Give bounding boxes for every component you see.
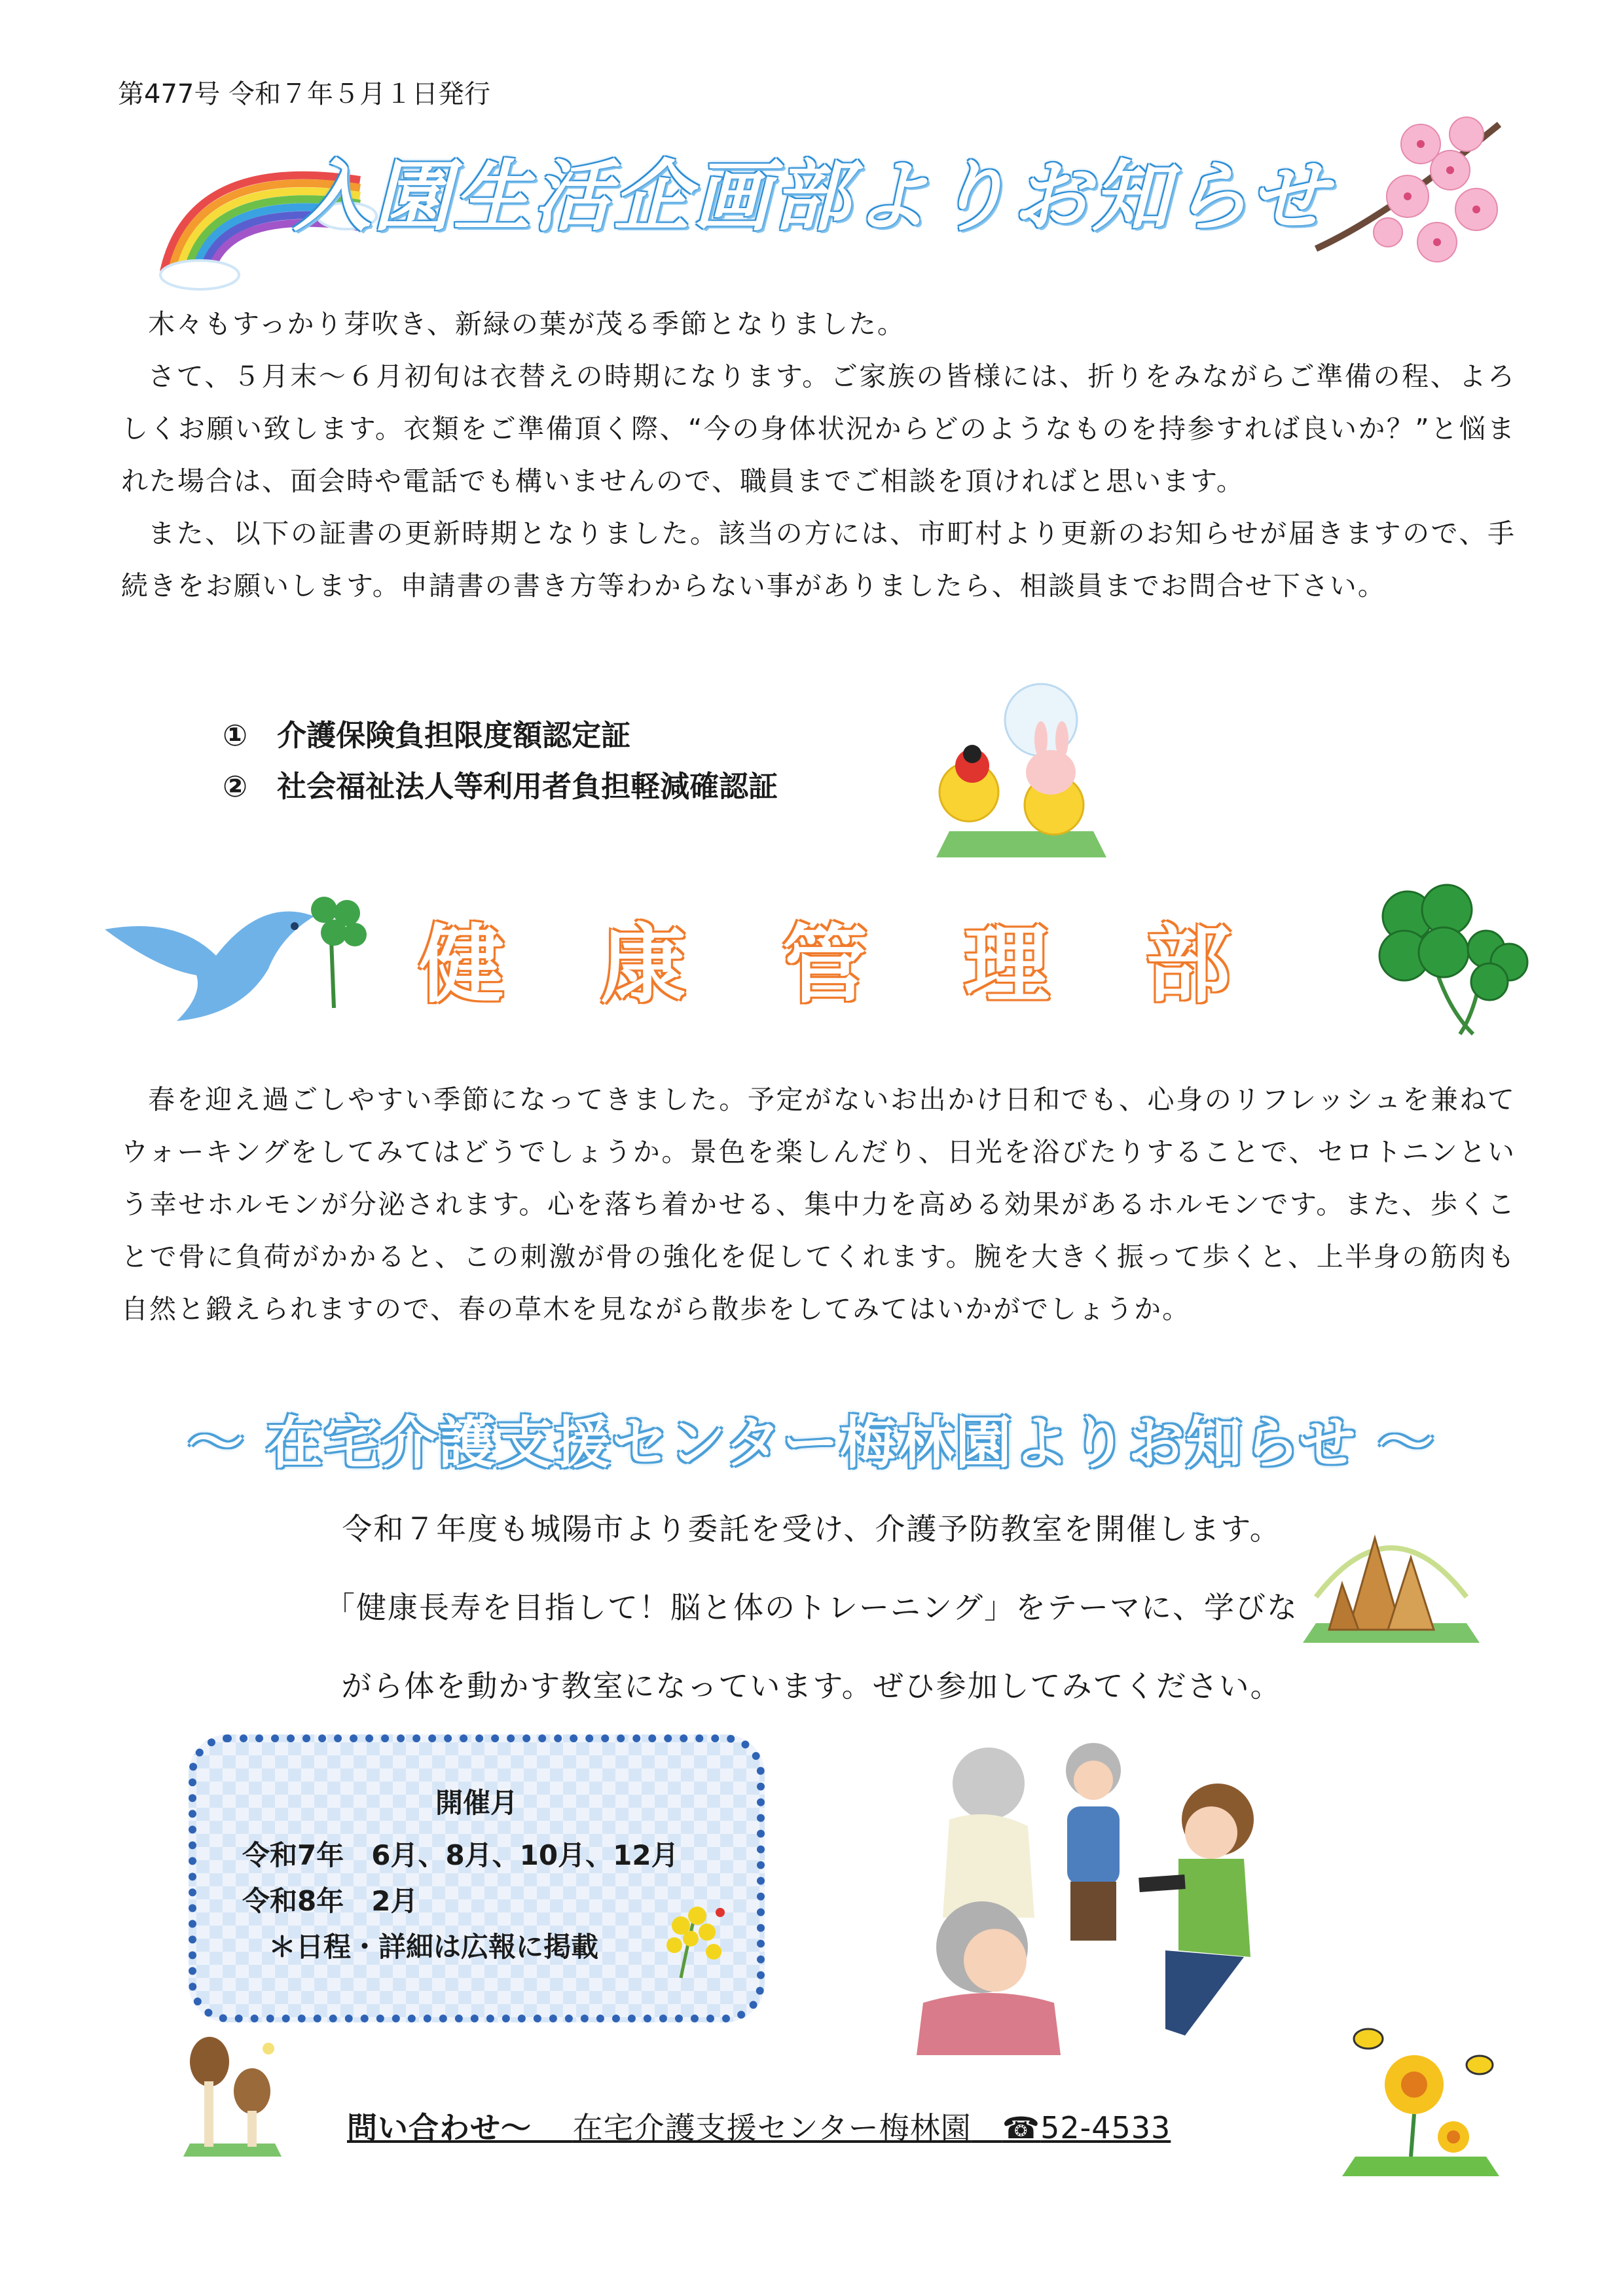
- notice-line: 令和７年度も城陽市より委託を受け、介護予防教室を開催します。: [342, 1511, 1281, 1547]
- schedule-line: 令和7年 6月、8月、10月、12月: [242, 1839, 679, 1871]
- schedule-box: [189, 1734, 765, 2022]
- title-char: 管: [782, 915, 867, 1014]
- paragraph: さて、５月末～６月初旬は衣替えの時期になります。ご家族の皆様には、折りをみながらご準備の程、よろしくお願い致します。衣類をご準備頂く際、“今の身体状況からどのようなものを持参すれば良いか？”と悩まれた場合は、面会時や電話でも構いませんので、職員までご相談を頂ければと思います。: [121, 361, 1516, 497]
- schedule-heading: 開催月: [435, 1787, 518, 1819]
- exercise-class-illustration: [903, 1728, 1270, 2055]
- telephone-icon: ☎: [1002, 2110, 1041, 2145]
- schedule-note: ＊日程・詳細は広報に掲載: [268, 1931, 599, 1963]
- notice-line: がら体を動かす教室になっています。ぜひ参加してみてください。: [341, 1668, 1282, 1704]
- issue-info: 第477号 令和７年５月１日発行: [118, 79, 491, 109]
- title-char: 部: [1145, 915, 1231, 1014]
- paragraph: 春を迎え過ごしやすい季節になってきました。予定がないお出かけ日和でも、心身のリフレッシュを兼ねてウォーキングをしてみてはどうでしょうか。景色を楽しんだり、日光を浴びたりすることで、セロトニンという幸せホルモンが分泌されます。心を落ち着かせる、集中力を高める効果があるホルモンです。また、歩くことで骨に負荷がかかると、この刺激が骨の強化を促してくれます。腕を大きく振って歩くと、上半身の筋肉も自然と鍛えられますので、春の草木を見ながら散歩をしてみてはいかがでしょうか。: [121, 1084, 1516, 1325]
- ladybug-rabbit-illustration: [910, 681, 1120, 864]
- certificate-item: ② 社会福祉法人等利用者負担軽減確認証: [223, 769, 778, 804]
- title-char: 理: [964, 915, 1049, 1014]
- health-dept-title: [419, 897, 1231, 1019]
- bamboo-shoot-illustration: [1303, 1499, 1480, 1649]
- certificate-item: ① 介護保険負担限度額認定証: [223, 718, 631, 753]
- contact-label: 問い合わせ～: [347, 2110, 532, 2145]
- section1-body: [121, 298, 1516, 612]
- sakura-illustration: [1309, 98, 1506, 295]
- title-char: 康: [600, 915, 686, 1014]
- contact-org: 在宅介護支援センター梅林園: [572, 2110, 972, 2145]
- paragraph: 木々もすっかり芽吹き、新緑の葉が茂る季節となりました。: [148, 308, 905, 340]
- contact-phone: 52-4533: [1040, 2110, 1171, 2145]
- bluebird-illustration: [98, 877, 380, 1034]
- contact-info: [347, 2104, 1171, 2147]
- rapeseed-flower-illustration: [642, 1893, 740, 1978]
- sunflower-bees-illustration: [1342, 2022, 1499, 2179]
- paragraph: また、以下の証書の更新時期となりました。該当の方には、市町村より更新のお知らせが届きますので、手続きをお願いします。申請書の書き方等わからない事がありましたら、相談員までお問合せ下さい。: [121, 518, 1516, 601]
- schedule-line: 令和8年 2月: [242, 1885, 418, 1917]
- certificate-list: [223, 710, 778, 812]
- section2-body: [121, 1073, 1516, 1335]
- title-char: 健: [419, 915, 505, 1014]
- notice-line: 「健康長寿を目指して！脳と体のトレーニング」をテーマに、学びな: [324, 1590, 1299, 1625]
- mushroom-illustration: [177, 2036, 288, 2160]
- clover-illustration: [1355, 870, 1525, 1041]
- support-center-title: ～ 在宅介護支援センター梅林園よりお知らせ ～: [187, 1410, 1436, 1476]
- page-title: 入園生活企画部よりお知らせ: [293, 151, 1330, 242]
